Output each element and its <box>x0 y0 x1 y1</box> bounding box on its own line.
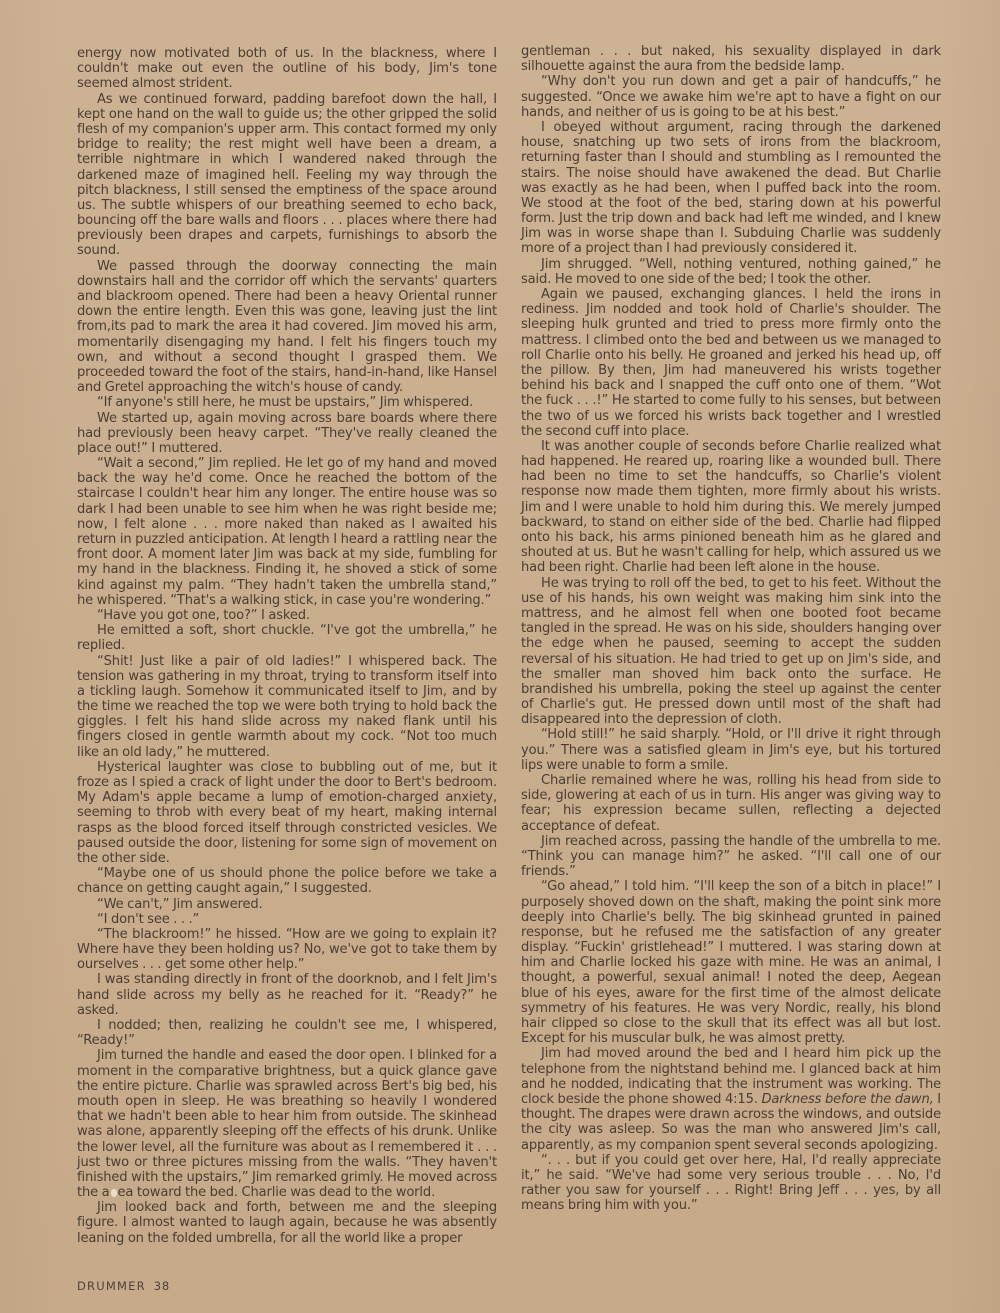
italic-phrase: Darkness before the dawn, <box>761 1091 934 1107</box>
paragraph: “Wait a second,” Jim replied. He let go of my hand and moved back the way he'd come. Once he reached the bottom of the staircase I couldn't hear him any longer. The entire house was so dark I had been unable to see him when he was right beside me; now, I felt alone . . . more naked than naked as I awaited his return in puzzled anticipation. At length I heard a rattling near the front door. A moment later Jim was back at my side, fumbling for my hand in the blackness. Finding it, he shoved a stick of some kind against my palm. “They hadn't taken the umbrella stand,” he whispered. “That's a walking stick, in case you're wondering.” <box>77 456 497 608</box>
right-column <box>521 44 941 1213</box>
paragraph: It was another couple of seconds before Charlie realized what had happened. He reared up, roaring like a wounded bull. There had been no time to set the handcuffs, so Charlie's violent response now made them tighten, more firmly about his wrists. Jim and I were unable to hold him during this. We merely jumped backward, to stand on either side of the bed. Charlie had flipped onto his back, his arms pinioned beneath him as he glared and shouted at us. But he wasn't calling for help, which assured us we had been right. Charlie had been left alone in the house. <box>521 438 941 576</box>
paragraph: As we continued forward, padding barefoot down the hall, I kept one hand on the wall to guide us; the other gripped the solid flesh of my companion's upper arm. This contact formed my only bridge to reality; the rest might well have been a dream, a terrible nightmare in which I wandered naked through the darkened maze of imagined hell. Feeling my way through the pitch blackness, I still sensed the emptiness of the space around us. The subtle whispers of our breathing seemed to echo back, bouncing off the bare walls and floors . . . places where there had previously been drapes and carpets, furnishings to absorb the sound. <box>77 91 497 259</box>
paragraph: “I don't see . . .” <box>97 911 200 927</box>
paragraph: I nodded; then, realizing he couldn't see me, I whispered, “Ready!” <box>77 1018 497 1049</box>
paragraph-text: Jim had moved around the bed and I heard him pick up the telephone from the nightstand behind me. I glanced back at him and he nodded, indicating that the instrument was working. The clock beside the phone showed 4:15. <box>521 1046 941 1107</box>
publication-name: DRUMMER <box>77 1279 146 1293</box>
paragraph: “If anyone's still here, he must be upstairs,” Jim whispered. <box>97 395 474 411</box>
paragraph: gentleman . . . but naked, his sexuality displayed in dark silhouette against the aura from the bedside lamp. <box>521 44 941 75</box>
scan-blot <box>111 1189 117 1197</box>
paragraph: Jim reached across, passing the handle of the umbrella to me. “Think you can manage him?” he asked. “I'll call one of our friends.” <box>521 833 941 880</box>
paragraph: I was standing directly in front of the doorknob, and I felt Jim's hand slide across my belly as he reached for it. “Ready?” he asked. <box>77 972 497 1018</box>
paragraph: “Maybe one of us should phone the police before we take a chance on getting caught again,” I suggested. <box>77 866 497 897</box>
paragraph: “Why don't you run down and get a pair of handcuffs,” he suggested. “Once we awake him we're apt to have a fight on our hands, and neither of us is going to be at his best.” <box>521 74 941 120</box>
paragraph: I obeyed without argument, racing through the darkened house, snatching up two sets of irons from the blackroom, returning faster than I should and stumbling as I remounted the stairs. The noise should have awakened the dead. But Charlie was exactly as he had been, when I puffed back into the room. We stood at the foot of the bed, staring down at his powerful form. Just the trip down and back had left me winded, and I knew Jim was in worse shape than I. Subduing Charlie was suddenly more of a project than I had previously considered it. <box>521 119 941 257</box>
paragraph: “Shit! Just like a pair of old ladies!” I whispered back. The tension was gathering in my throat, trying to transform itself into a tickling laugh. Somehow it communicated itself to Jim, and by the time we reached the top we were both trying to hold back the giggles. I felt his hand slide across my naked flank until his fingers closed in gentle warmth about my cock. “Not too much like an old lady,” he muttered. <box>77 653 497 760</box>
left-column <box>77 46 497 1246</box>
paragraph: Jim shrugged. “Well, nothing ventured, nothing gained,” he said. He moved to one side of the bed; I took the other. <box>521 256 941 287</box>
paragraph: Jim looked back and forth, between me and the sleeping figure. I almost wanted to laugh again, because he was absently leaning on the folded umbrella, for all the world like a proper <box>77 1200 497 1246</box>
paragraph: We started up, again moving across bare boards where there had previously been heavy carpet. “They've really cleaned the place out!” I muttered. <box>77 410 497 456</box>
paragraph-text: I thought. The drapes were drawn across the windows, and outside the city was asleep. So was the man who answered Jim's call, apparently, as my companion spent several seconds apologizing. <box>521 1091 941 1153</box>
paragraph: “The blackroom!” he hissed. “How are we going to explain it? Where have they been holding us? No, we've got to take them by ourselves . . . get some other help.” <box>77 926 497 973</box>
paragraph: “Go ahead,” I told him. “I'll keep the son of a bitch in place!” I purposely shoved down on the shaft, making the point sink more deeply into Charlie's belly. The big skinhead grunted in pained response, but he refused me the satisfaction of any greater display. “Fuckin' gristlehead!” I muttered. I was staring down at him and Charlie locked his gaze with mine. He was an animal, I thought, a powerful, sexual animal! I noted the deep, Aegean blue of his eyes, aware for the first time of the almost delicate symmetry of his features. He was very Nordic, really, his blond hair clipped so close to the skull that its effect was all but lost. Except for his muscular bulk, he was almost pretty. <box>521 879 941 1047</box>
paragraph: “. . . but if you could get over here, Hal, I'd really appreciate it,” he said. “We've had some very serious trouble . . . No, I'd rather you saw for yourself . . . Right! Bring Jeff . . . yes, by all means bring him with you.” <box>521 1152 941 1214</box>
page-number: 38 <box>153 1279 170 1293</box>
paragraph: Again we paused, exchanging glances. I held the irons in rediness. Jim nodded and took hold of Charlie's shoulder. The sleeping hulk grunted and tried to press more firmly onto the mattress. I climbed onto the bed and between us we managed to roll Charlie onto his belly. He groaned and jerked his head up, off the pillow. By then, Jim had maneuvered his wrists together behind his back and I snapped the cuff onto one of them. “Wot the fuck . . .!” He started to come fully to his senses, but between the two of us we forced his wrists back together and I wrestled the second cuff into place. <box>521 287 941 439</box>
paragraph: He emitted a soft, short chuckle. “I've got the umbrella,” he replied. <box>77 623 497 654</box>
paragraph: Hysterical laughter was close to bubbling out of me, but it froze as I spied a crack of light under the door to Bert's bedroom. My Adam's apple became a lump of emotion-charged anxiety, seeming to throb with every beat of my heart, making internal rasps as the blood forced itself through constricted vesicles. We paused outside the door, listening for some sign of movement on the other side. <box>77 759 497 866</box>
paragraph: “Have you got one, too?” I asked. <box>97 607 310 623</box>
paragraph: He was trying to roll off the bed, to get to his feet. Without the use of his hands, his own weight was making him sink into the mattress, and he almost fell when one booted foot became tangled in the spread. He was on his side, shoulders hanging over the edge when he paused, seeming to accept the sudden reversal of his situation. He had tried to get up on Jim's side, and the smaller man shoved him back onto the surface. He brandished his umbrella, poking the steel up against the center of Charlie's gut. He pressed down until most of the shaft had disappeared into the depression of cloth. <box>521 575 941 728</box>
page-footer <box>77 1279 170 1293</box>
paragraph-text: ea toward the bed. Charlie was dead to the world. <box>117 1185 436 1201</box>
paragraph: Charlie remained where he was, rolling his head from side to side, glowering at each of us in turn. His anger was giving way to fear; his expression became sullen, reflecting a dejected acceptance of defeat. <box>521 773 941 834</box>
paragraph: We passed through the doorway connecting the main downstairs hall and the corridor off which the servants' quarters and blackroom opened. There had been a heavy Oriental runner down the entire length. Even this was gone, leaving just the lint from,its pad to mark the area it had covered. Jim moved his arm, momentarily disengaging my hand. I felt his fingers touch my own, and without a second thought I grasped them. We proceeded toward the foot of the stairs, hand-in-hand, like Hansel and Gretel approaching the witch's house of candy. <box>77 258 497 396</box>
paragraph <box>521 1046 941 1152</box>
paragraph: “Hold still!” he said sharply. “Hold, or I'll drive it right through you.” There was a satisfied gleam in Jim's eye, but his tortured lips were unable to form a smile. <box>521 727 941 773</box>
paragraph-text: Jim turned the handle and eased the door open. I blinked for a moment in the comparative brightness, but a quick glance gave the entire picture. Charlie was sprawled across Bert's big bed, his mouth open in sleep. He was breathing so heavily I wondered that we hadn't been able to hear him from outside. The skinhead was alone, apparently sleeping off the effects of his drunk. Unlike the lower level, all the furniture was about as I remembered it . . . just two or three pictures missing from the walls. “They haven't finished with the upstairs,” Jim remarked grimly. He moved across the a <box>77 1048 498 1201</box>
paragraph: energy now motivated both of us. In the blackness, where I couldn't make out even the outline of his body, Jim's tone seemed almost strident. <box>77 46 497 92</box>
paragraph <box>77 1048 497 1200</box>
paragraph: “We can't,” Jim answered. <box>97 896 263 912</box>
